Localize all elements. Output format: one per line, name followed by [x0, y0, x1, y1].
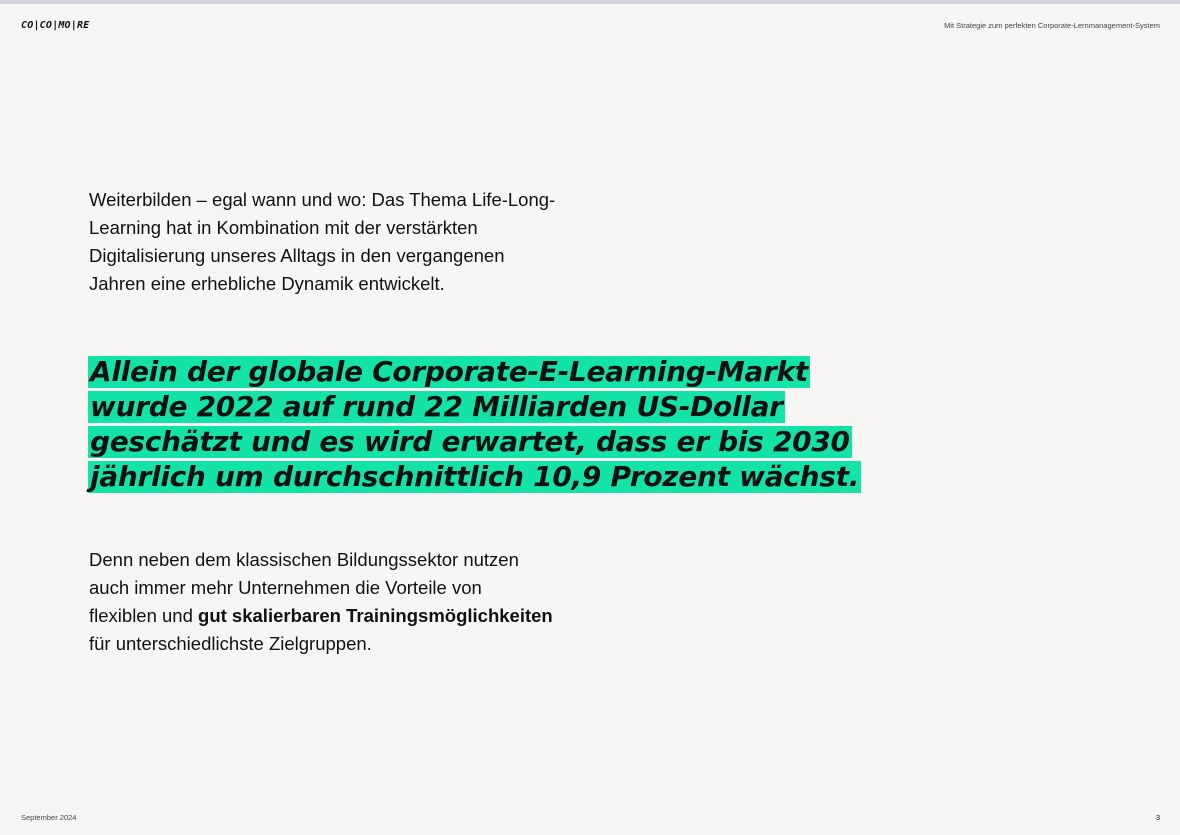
body-line: Denn neben dem klassischen Bildungssektor nutzen [89, 549, 519, 570]
intro-paragraph [89, 186, 555, 298]
body-paragraph [89, 546, 553, 658]
page-number: 3 [1155, 813, 1160, 822]
body-line: auch immer mehr Unternehmen die Vorteile von [89, 577, 482, 598]
body-line: für unterschiedlichste Zielgruppen. [89, 633, 372, 654]
highlight-line: wurde 2022 auf rund 22 Milliarden US-Dollar [90, 390, 783, 423]
intro-line: Learning hat in Kombination mit der verstärkten [89, 217, 478, 238]
highlight-line: jährlich um durchschnittlich 10,9 Prozent wächst. [90, 460, 860, 493]
intro-line: Weiterbilden – egal wann und wo: Das Thema Life-Long- [89, 189, 556, 210]
top-rule [0, 0, 1180, 4]
document-title: Mit Strategie zum perfekten Corporate-Lernmanagement-System [944, 21, 1160, 30]
highlighted-quote [88, 355, 861, 495]
footer-date: September 2024 [21, 813, 77, 822]
intro-line: Jahren eine erhebliche Dynamik entwickelt. [89, 273, 445, 294]
highlight-line: Allein der globale Corporate-E-Learning-Markt [90, 355, 808, 388]
company-logo: CO|CO|MO|RE [21, 20, 90, 31]
body-emphasis: gut skalierbaren Trainingsmöglichkeiten [198, 605, 553, 626]
body-line-prefix: flexiblen und [89, 605, 199, 626]
highlight-line: geschätzt und es wird erwartet, dass er bis 2030 [90, 425, 850, 458]
intro-line: Digitalisierung unseres Alltags in den vergangenen [89, 245, 505, 266]
